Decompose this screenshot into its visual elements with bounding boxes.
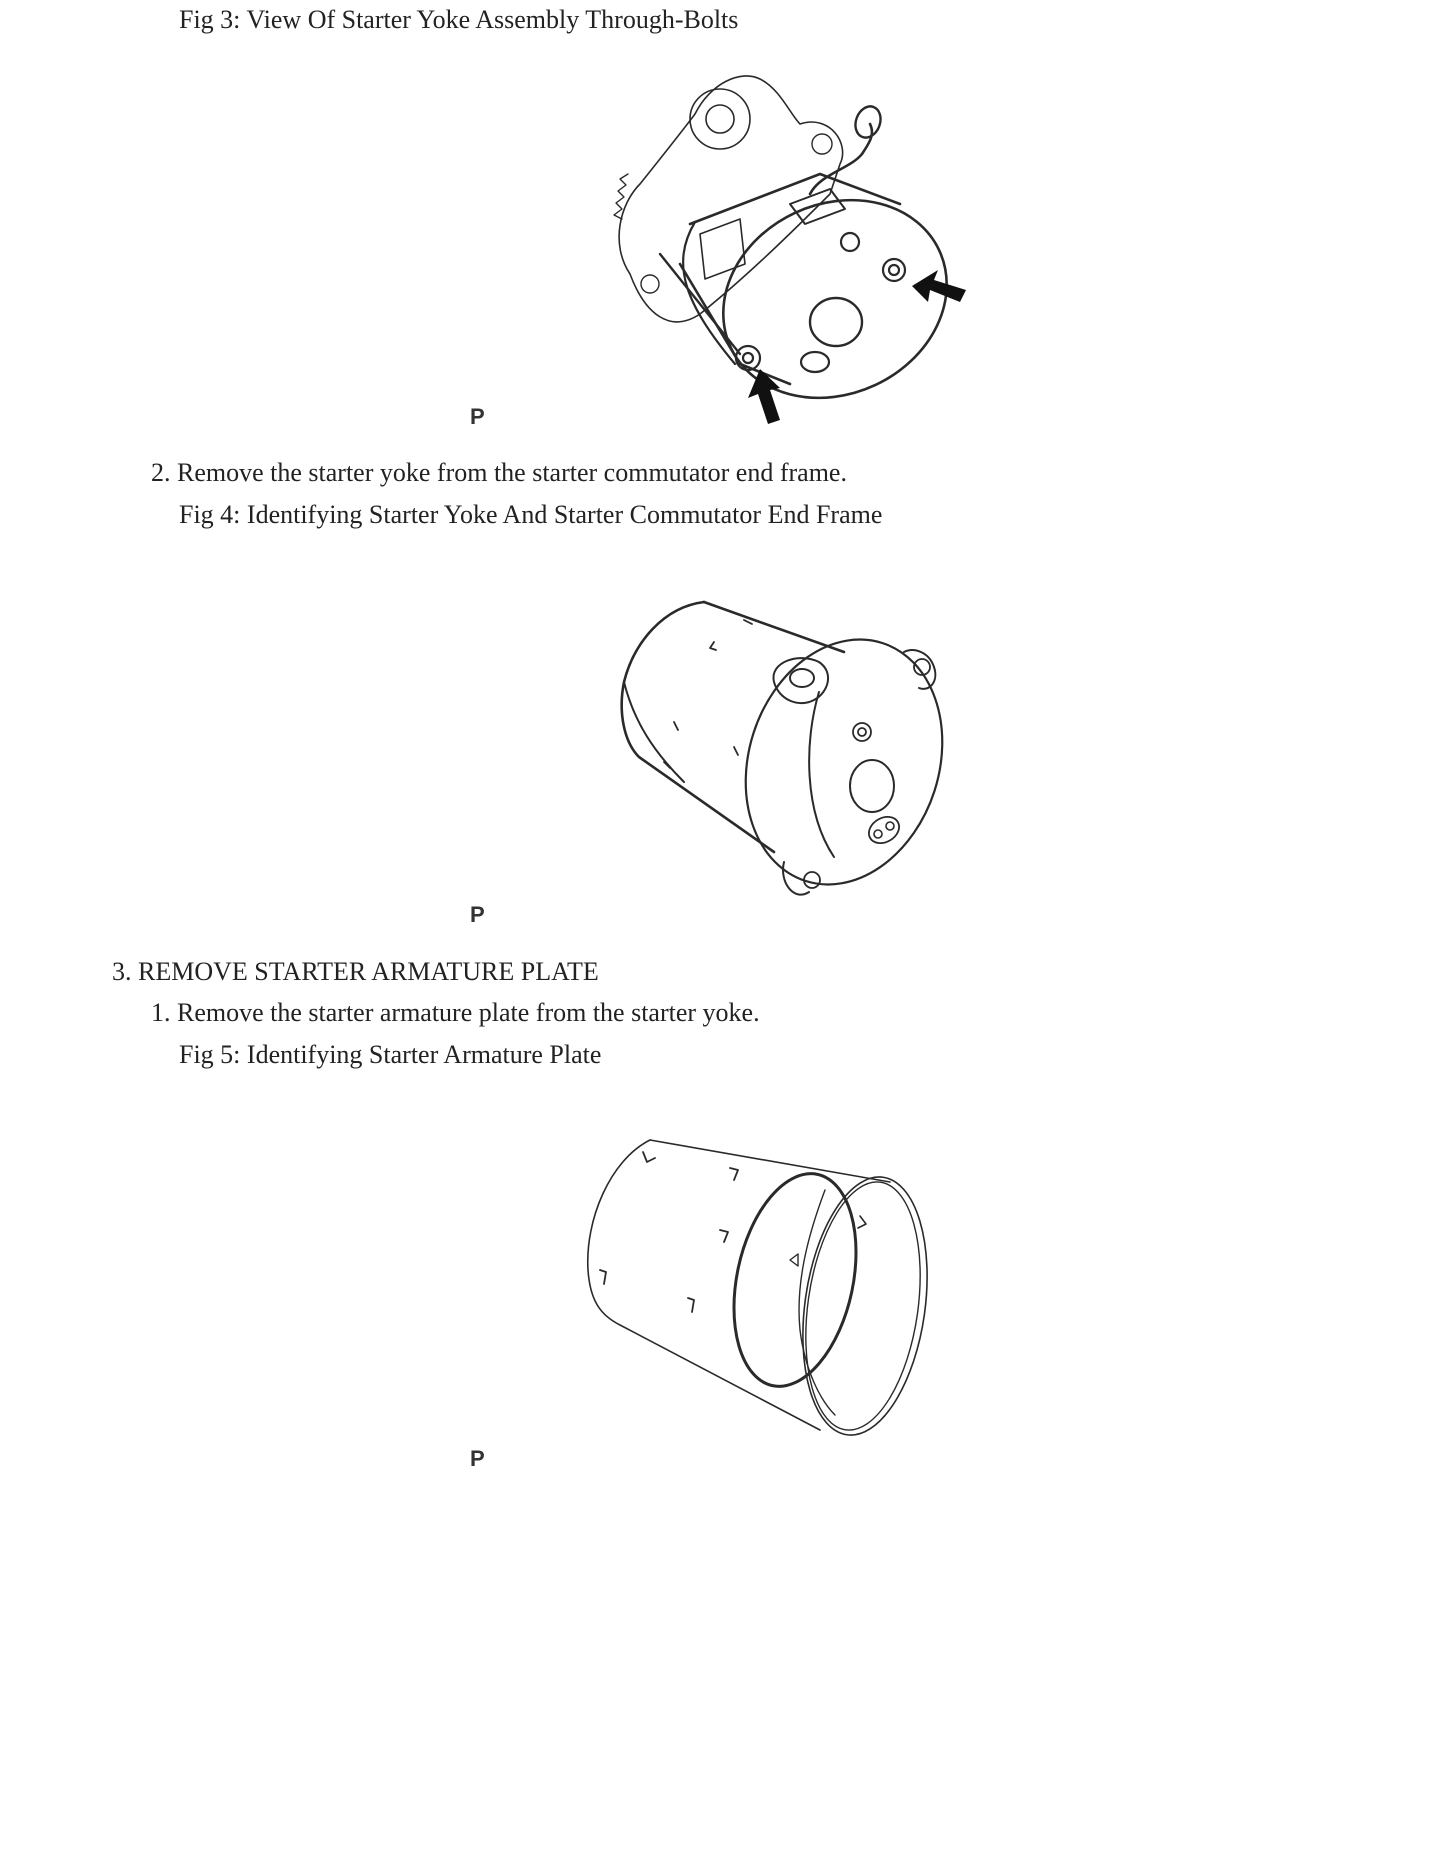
fig3-starter-yoke-illustration [600,64,980,424]
fig5-p-label: P [470,1446,485,1471]
fig5-armature-plate-illustration [580,1130,960,1450]
fig4-caption: Fig 4: Identifying Starter Yoke And Starter Commutator End Frame [179,500,883,529]
fig3-caption: Fig 3: View Of Starter Yoke Assembly Through-Bolts [179,5,739,34]
fig4-p-label: P [470,902,485,927]
step-2-text: 2. Remove the starter yoke from the starter commutator end frame. [151,458,847,487]
section-3-step-1-text: 1. Remove the starter armature plate from the starter yoke. [151,998,760,1027]
section-3-heading: 3. REMOVE STARTER ARMATURE PLATE [112,957,599,986]
fig3-p-label: P [470,404,485,429]
fig4-yoke-end-frame-illustration [604,592,964,912]
fig5-caption: Fig 5: Identifying Starter Armature Plate [179,1040,602,1069]
